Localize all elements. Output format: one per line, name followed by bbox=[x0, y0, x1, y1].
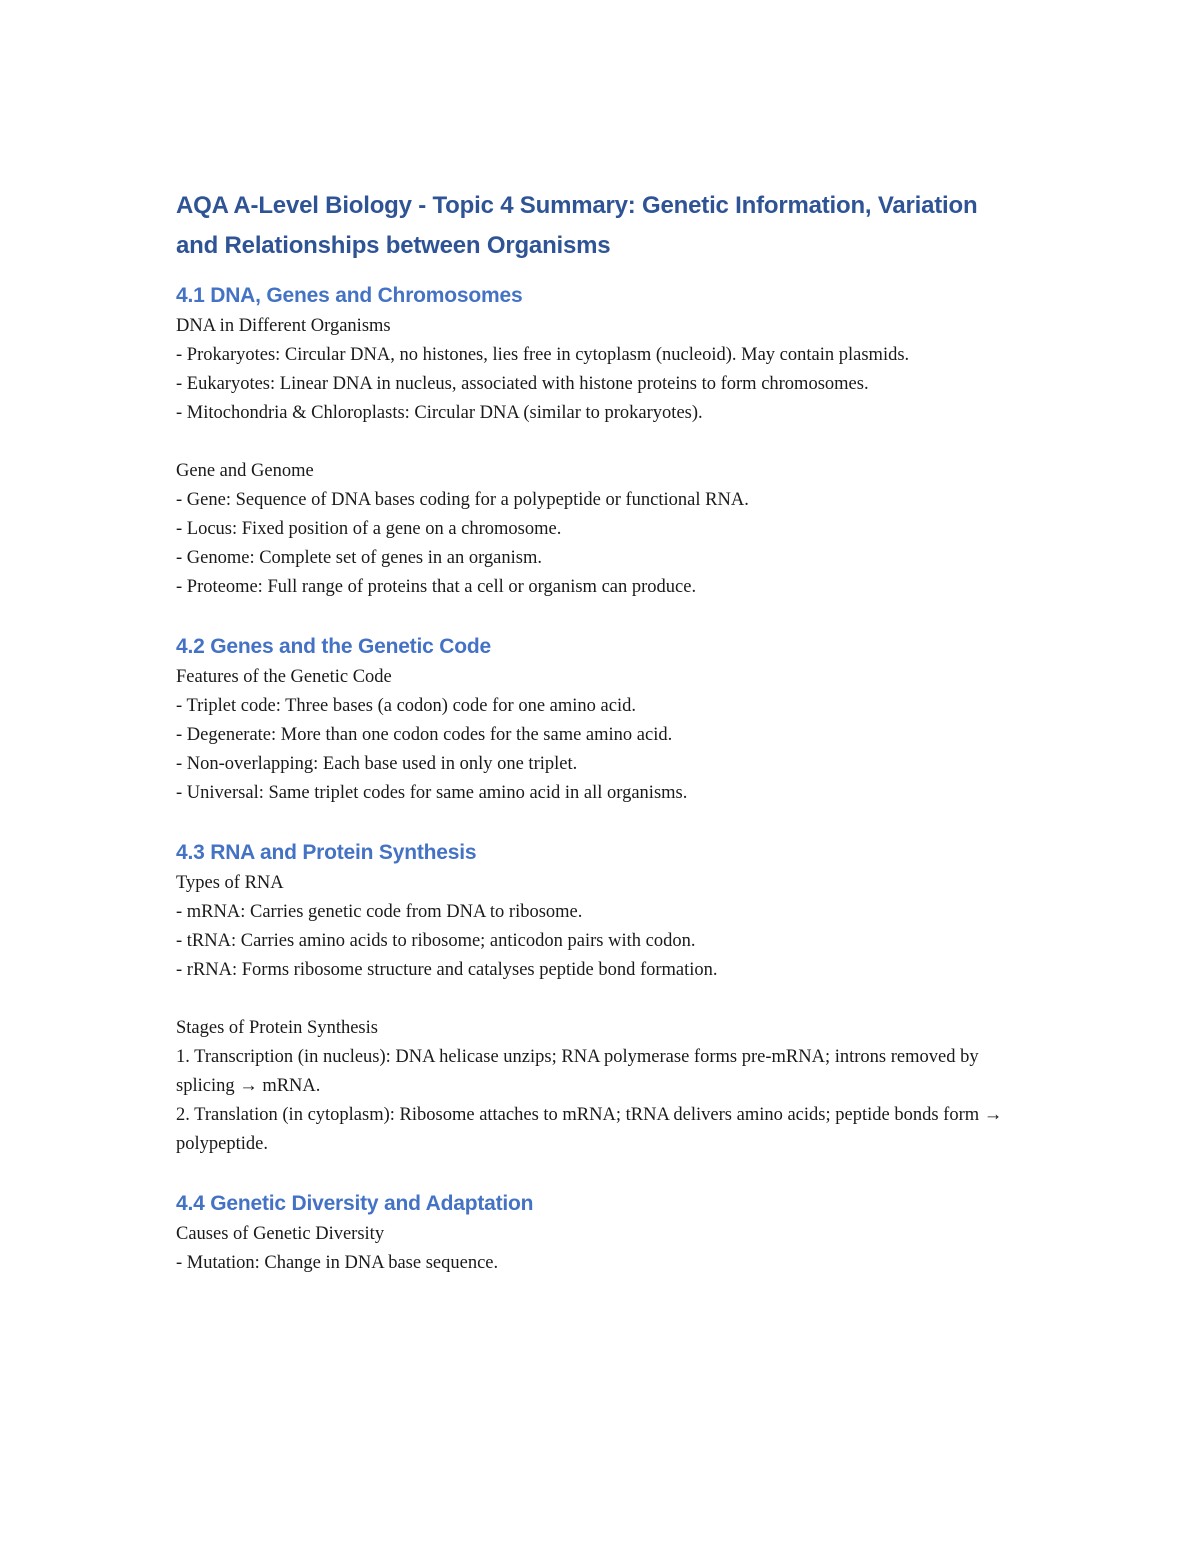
section-dna-genes-chromosomes bbox=[176, 280, 1016, 602]
bullet-line: - rRNA: Forms ribosome structure and catalyses peptide bond formation. bbox=[176, 960, 718, 980]
paragraph-group-rna-types bbox=[176, 869, 1016, 985]
bullet-line: - Universal: Same triplet codes for same amino acid in all organisms. bbox=[176, 783, 688, 803]
bullet-line: - Triplet code: Three bases (a codon) code for one amino acid. bbox=[176, 696, 636, 716]
subheading: Causes of Genetic Diversity bbox=[176, 1224, 385, 1244]
bullet-line: - Locus: Fixed position of a gene on a chromosome. bbox=[176, 519, 562, 539]
bullet-line: - Genome: Complete set of genes in an organism. bbox=[176, 548, 542, 568]
bullet-line: - Non-overlapping: Each base used in only one triplet. bbox=[176, 754, 578, 774]
paragraph-group-dna-organisms bbox=[176, 312, 1016, 428]
bullet-line: - Proteome: Full range of proteins that a cell or organism can produce. bbox=[176, 577, 697, 597]
document-title: AQA A-Level Biology - Topic 4 Summary: Genetic Information, Variation and Relationships between Organisms bbox=[176, 192, 978, 259]
subheading: Types of RNA bbox=[176, 873, 284, 893]
section-genetic-code bbox=[176, 631, 1016, 808]
bullet-line: - tRNA: Carries amino acids to ribosome; anticodon pairs with codon. bbox=[176, 931, 696, 951]
paragraph-group-code-features bbox=[176, 663, 1016, 808]
section-rna-protein-synthesis bbox=[176, 837, 1016, 1159]
document-page bbox=[176, 186, 1016, 1278]
section-heading: 4.4 Genetic Diversity and Adaptation bbox=[176, 1192, 534, 1215]
bullet-line: - Mutation: Change in DNA base sequence. bbox=[176, 1253, 499, 1273]
bullet-line: - mRNA: Carries genetic code from DNA to ribosome. bbox=[176, 902, 583, 922]
numbered-line: 1. Transcription (in nucleus): DNA helicase unzips; RNA polymerase forms pre-mRNA; introns removed by splicing → mRNA. bbox=[176, 1047, 984, 1096]
subheading: Stages of Protein Synthesis bbox=[176, 1018, 378, 1038]
section-heading: 4.2 Genes and the Genetic Code bbox=[176, 635, 491, 658]
subheading: DNA in Different Organisms bbox=[176, 316, 391, 336]
bullet-line: - Degenerate: More than one codon codes for the same amino acid. bbox=[176, 725, 673, 745]
bullet-line: - Gene: Sequence of DNA bases coding for a polypeptide or functional RNA. bbox=[176, 490, 749, 510]
bullet-line: - Prokaryotes: Circular DNA, no histones, lies free in cytoplasm (nucleoid). May contain plasmids. bbox=[176, 345, 910, 365]
numbered-line: 2. Translation (in cytoplasm): Ribosome attaches to mRNA; tRNA delivers amino acids; peptide bonds form → polypeptide. bbox=[176, 1105, 1007, 1154]
section-heading: 4.3 RNA and Protein Synthesis bbox=[176, 841, 477, 864]
paragraph-group-diversity-causes bbox=[176, 1220, 1016, 1278]
paragraph-group-synthesis-stages bbox=[176, 1014, 1016, 1159]
subheading: Features of the Genetic Code bbox=[176, 667, 392, 687]
section-heading: 4.1 DNA, Genes and Chromosomes bbox=[176, 284, 523, 307]
subheading: Gene and Genome bbox=[176, 461, 314, 481]
bullet-line: - Mitochondria & Chloroplasts: Circular DNA (similar to prokaryotes). bbox=[176, 403, 703, 423]
section-genetic-diversity bbox=[176, 1188, 1016, 1278]
bullet-line: - Eukaryotes: Linear DNA in nucleus, associated with histone proteins to form chromosomes. bbox=[176, 374, 869, 394]
paragraph-group-gene-genome bbox=[176, 457, 1016, 602]
